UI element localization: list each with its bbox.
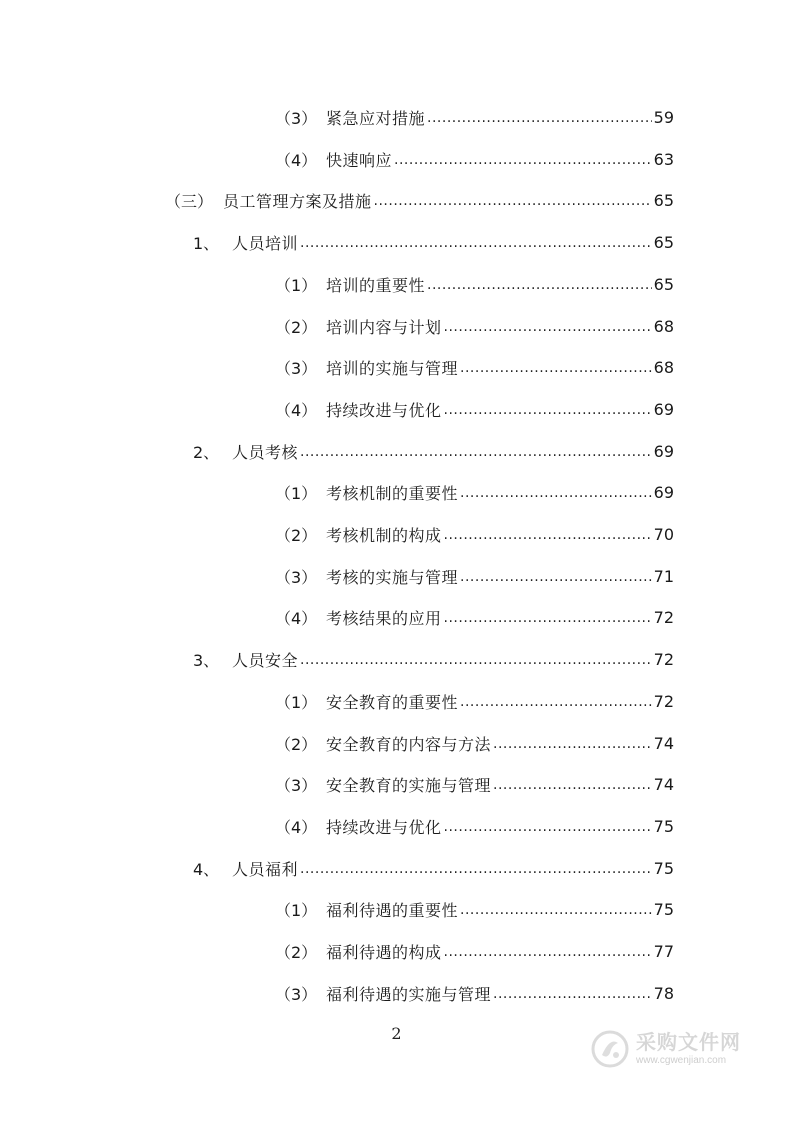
toc-entry-page: 75 bbox=[653, 858, 674, 878]
toc-leader-dots bbox=[493, 732, 652, 754]
toc-entry-page: 74 bbox=[653, 733, 674, 753]
toc-entry-number: 1、 bbox=[193, 233, 220, 253]
toc-leader-dots bbox=[460, 356, 652, 378]
toc-entry-title: 考核机制的重要性 bbox=[326, 483, 459, 503]
toc-entry-title: 考核的实施与管理 bbox=[326, 567, 459, 587]
toc-entry-title: 安全教育的重要性 bbox=[326, 692, 459, 712]
toc-leader-dots bbox=[460, 898, 652, 920]
toc-entry-number: （3） bbox=[275, 358, 318, 378]
toc-entry-page: 70 bbox=[653, 524, 674, 544]
watermark bbox=[590, 1026, 770, 1072]
toc-entry-title: 员工管理方案及措施 bbox=[223, 191, 372, 211]
toc-entry[interactable] bbox=[275, 898, 674, 920]
toc-leader-dots bbox=[460, 565, 652, 587]
toc-entry-page: 65 bbox=[653, 274, 674, 294]
toc-entry[interactable] bbox=[193, 648, 674, 670]
toc-entry[interactable] bbox=[275, 148, 674, 170]
toc-leader-dots bbox=[444, 815, 652, 837]
page-number: 2 bbox=[391, 1024, 402, 1043]
toc-leader-dots bbox=[394, 148, 652, 170]
toc-leader-dots bbox=[444, 523, 652, 545]
toc-entry-title: 紧急应对措施 bbox=[326, 108, 426, 128]
toc-entry-number: （3） bbox=[275, 984, 318, 1004]
toc-entry-page: 69 bbox=[653, 399, 674, 419]
toc-entry-title: 考核结果的应用 bbox=[326, 608, 442, 628]
toc-entry-title: 福利待遇的实施与管理 bbox=[326, 984, 492, 1004]
toc-entry-page: 59 bbox=[653, 107, 674, 127]
toc-leader-dots bbox=[300, 231, 652, 253]
toc-entry-title: 持续改进与优化 bbox=[326, 400, 442, 420]
toc-leader-dots bbox=[493, 982, 652, 1004]
toc-entry-number: （4） bbox=[275, 400, 318, 420]
toc-entry-page: 71 bbox=[653, 566, 674, 586]
toc-entry[interactable] bbox=[275, 815, 674, 837]
toc-leader-dots bbox=[460, 481, 652, 503]
toc-entry-title: 培训的实施与管理 bbox=[326, 358, 459, 378]
toc-entry-title: 人员安全 bbox=[232, 650, 299, 670]
toc-leader-dots bbox=[444, 398, 652, 420]
toc-leader-dots bbox=[444, 940, 652, 962]
toc-entry-number: 3、 bbox=[193, 650, 220, 670]
toc-entry-title: 安全教育的内容与方法 bbox=[326, 734, 492, 754]
toc-entry-page: 68 bbox=[653, 316, 674, 336]
toc-entry-title: 福利待遇的构成 bbox=[326, 942, 442, 962]
toc-leader-dots bbox=[300, 648, 652, 670]
toc-entry-page: 72 bbox=[653, 649, 674, 669]
toc-entry[interactable] bbox=[275, 606, 674, 628]
toc-entry-page: 75 bbox=[653, 899, 674, 919]
toc-entry-number: 2、 bbox=[193, 442, 220, 462]
toc-leader-dots bbox=[427, 273, 652, 295]
toc-leader-dots bbox=[300, 857, 652, 879]
toc-entry-title: 人员考核 bbox=[232, 442, 299, 462]
toc-entry-number: （三） bbox=[165, 191, 214, 211]
toc-entry-title: 培训内容与计划 bbox=[326, 317, 442, 337]
toc-entry[interactable] bbox=[275, 940, 674, 962]
toc-entry-title: 人员福利 bbox=[232, 859, 299, 879]
toc-entry[interactable] bbox=[193, 440, 674, 462]
toc-entry[interactable] bbox=[275, 273, 674, 295]
toc-entry-page: 68 bbox=[653, 357, 674, 377]
toc-entry[interactable] bbox=[275, 732, 674, 754]
toc-entry[interactable] bbox=[275, 690, 674, 712]
toc-entry[interactable] bbox=[275, 315, 674, 337]
toc-entry[interactable] bbox=[275, 523, 674, 545]
toc-entry[interactable] bbox=[275, 398, 674, 420]
toc-entry-page: 72 bbox=[653, 607, 674, 627]
toc-entry[interactable] bbox=[165, 189, 674, 211]
toc-entry-page: 69 bbox=[653, 441, 674, 461]
toc-leader-dots bbox=[374, 189, 652, 211]
toc-entry-title: 考核机制的构成 bbox=[326, 525, 442, 545]
toc-entry-page: 78 bbox=[653, 983, 674, 1003]
watermark-url: www.cgwenjian.com bbox=[636, 1055, 727, 1066]
toc-entry-number: （1） bbox=[275, 900, 318, 920]
toc-entry-number: （2） bbox=[275, 317, 318, 337]
toc-entry-number: （3） bbox=[275, 775, 318, 795]
toc-entry-title: 福利待遇的重要性 bbox=[326, 900, 459, 920]
toc-entry-number: （1） bbox=[275, 483, 318, 503]
toc-entry-title: 人员培训 bbox=[232, 233, 299, 253]
toc-entry[interactable] bbox=[275, 356, 674, 378]
toc-entry[interactable] bbox=[275, 106, 674, 128]
toc-leader-dots bbox=[493, 773, 652, 795]
toc-leader-dots bbox=[444, 606, 652, 628]
watermark-name: 采购文件网 bbox=[636, 1030, 741, 1054]
toc-entry-page: 74 bbox=[653, 774, 674, 794]
toc-entry-number: （4） bbox=[275, 150, 318, 170]
toc-entry-page: 63 bbox=[653, 149, 674, 169]
toc-entry-page: 69 bbox=[653, 482, 674, 502]
toc-entry-number: （2） bbox=[275, 734, 318, 754]
toc-entry-number: （2） bbox=[275, 525, 318, 545]
toc-entry[interactable] bbox=[193, 857, 674, 879]
toc-leader-dots bbox=[444, 315, 652, 337]
toc-entry-number: （2） bbox=[275, 942, 318, 962]
toc-entry-number: （4） bbox=[275, 608, 318, 628]
toc-leader-dots bbox=[427, 106, 652, 128]
toc-leader-dots bbox=[300, 440, 652, 462]
toc-entry[interactable] bbox=[193, 231, 674, 253]
toc-entry-page: 65 bbox=[653, 190, 674, 210]
toc-entry-number: （3） bbox=[275, 567, 318, 587]
toc-entry[interactable] bbox=[275, 565, 674, 587]
toc-entry-number: （3） bbox=[275, 108, 318, 128]
toc-entry-title: 安全教育的实施与管理 bbox=[326, 775, 492, 795]
toc-entry-page: 77 bbox=[653, 941, 674, 961]
toc-entry-page: 65 bbox=[653, 232, 674, 252]
toc-entry-page: 75 bbox=[653, 816, 674, 836]
toc-entry[interactable] bbox=[275, 481, 674, 503]
toc-entry-title: 培训的重要性 bbox=[326, 275, 426, 295]
toc-entry-number: 4、 bbox=[193, 859, 220, 879]
toc-entry-number: （4） bbox=[275, 817, 318, 837]
toc-leader-dots bbox=[460, 690, 652, 712]
toc-entry-number: （1） bbox=[275, 275, 318, 295]
toc-entry-number: （1） bbox=[275, 692, 318, 712]
toc-entry[interactable] bbox=[275, 773, 674, 795]
toc-entry[interactable] bbox=[275, 982, 674, 1004]
toc-entry-title: 持续改进与优化 bbox=[326, 817, 442, 837]
cgwenjian-logo-icon bbox=[590, 1029, 630, 1069]
toc-entry-page: 72 bbox=[653, 691, 674, 711]
toc-entry-title: 快速响应 bbox=[326, 150, 393, 170]
